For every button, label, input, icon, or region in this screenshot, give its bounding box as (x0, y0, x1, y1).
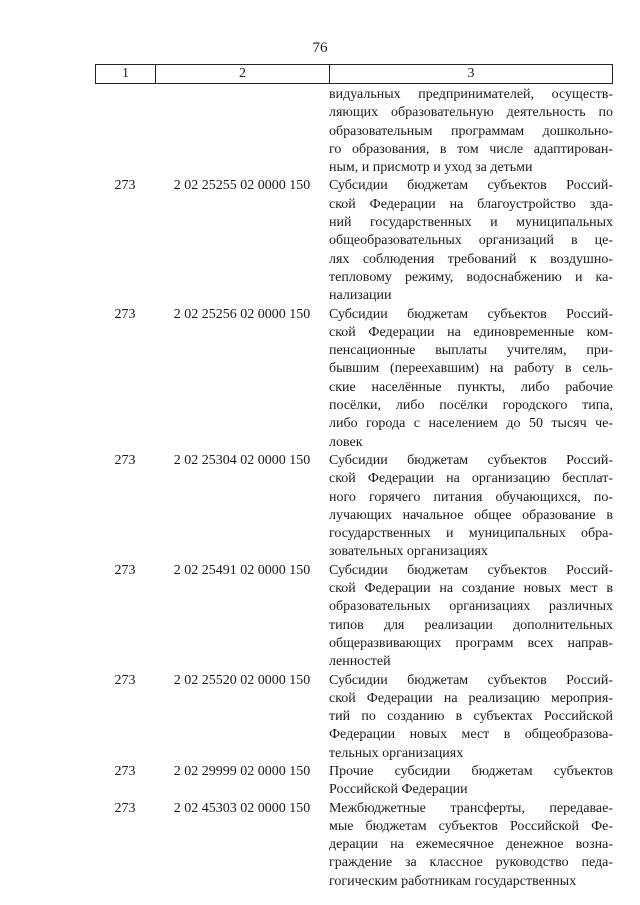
description-line: Прочие субсидии бюджетам субъектов (329, 763, 613, 779)
row-code: 273 (114, 672, 136, 688)
description-line: мые бюджетам субъектов Российской Фе- (329, 818, 613, 834)
description-line: гогическим работникам государственных (329, 873, 577, 889)
table-row (95, 562, 613, 672)
description-line: видуальных предпринимателей, осуществ- (329, 87, 613, 102)
description-line: граждение за классное руководство педа- (329, 855, 613, 871)
table-row (95, 306, 613, 452)
description-line: дерации на ежемесячное денежное возна- (329, 837, 613, 853)
description-line: ляющих образовательную деятельность по (329, 105, 613, 121)
description-line: лях соблюдения требований к воздушно- (329, 251, 613, 267)
description-line: ские населённые пункты, либо рабочие (329, 379, 613, 395)
header-col-3: 3 (467, 66, 475, 81)
row-code: 273 (114, 306, 136, 322)
row-code: 273 (114, 562, 136, 578)
description-line: Субсидии бюджетам субъектов Россий- (329, 452, 613, 468)
table-row (95, 86, 613, 177)
row-description (329, 306, 613, 452)
description-line: посёлки, либо посёлки городского типа, (329, 398, 613, 414)
description-line: нализации (329, 288, 392, 304)
description-line: общеразвивающих программ всех направ- (329, 635, 613, 651)
description-line: бывшим (переехавшим) на работу в сель- (329, 361, 613, 377)
row-description (329, 86, 613, 177)
description-line: тельных организациях (329, 745, 464, 761)
description-line: зовательных организациях (329, 544, 488, 560)
row-code: 273 (114, 800, 136, 816)
description-line: государственных и муниципальных обра- (329, 526, 613, 542)
description-line: ской Федерации на организацию бесплат- (329, 471, 613, 487)
description-line: Межбюджетные трансферты, передавае- (329, 800, 613, 816)
description-line: общеобразовательных организаций в це- (329, 233, 613, 249)
description-line: ской Федерации на единовременные ком- (329, 324, 613, 340)
description-line: Федерации новых мест в общеобразова- (329, 727, 613, 743)
header-col-2: 2 (156, 65, 330, 83)
description-line: ний государственных и муниципальных (329, 215, 613, 231)
row-description (329, 800, 613, 891)
header-col-1: 1 (96, 65, 156, 83)
table-row (95, 672, 613, 763)
description-line: тепловому режиму, водоснабжению и ка- (329, 269, 613, 285)
description-line: ным, и присмотр и уход за детьми (329, 160, 533, 176)
row-description (329, 672, 613, 763)
row-description (329, 763, 613, 800)
description-line: го образования, в том числе адаптирован- (329, 141, 613, 157)
description-line: образовательным программам дошкольно- (329, 123, 613, 139)
description-line: лучающих начальное общее образование в (329, 507, 613, 523)
table-header (95, 64, 613, 84)
row-description (329, 177, 613, 305)
description-line: образовательных организациях различных (329, 599, 613, 615)
description-line: Российской Федерации (329, 782, 468, 798)
row-kbk: 2 02 25304 02 0000 150 (173, 452, 311, 468)
description-line: ской Федерации на создание новых мест в (329, 581, 613, 597)
row-kbk: 2 02 29999 02 0000 150 (173, 763, 311, 779)
row-kbk: 2 02 25491 02 0000 150 (173, 562, 311, 578)
row-kbk: 2 02 45303 02 0000 150 (173, 800, 311, 816)
description-line: Субсидии бюджетам субъектов Россий- (329, 306, 613, 322)
description-line: ленностей (329, 654, 391, 670)
row-description (329, 452, 613, 562)
table-row (95, 763, 613, 800)
description-line: Субсидии бюджетам субъектов Россий- (329, 562, 613, 578)
description-line: ской Федерации на благоустройство зда- (329, 196, 613, 212)
description-line: ловек (329, 434, 363, 450)
row-kbk (155, 86, 329, 177)
description-line: либо города с населением до 50 тысяч че- (329, 416, 613, 432)
table-body (95, 86, 613, 891)
description-line: тий по созданию в субъектах Российской (329, 709, 613, 725)
row-kbk: 2 02 25256 02 0000 150 (173, 306, 311, 322)
row-code: 273 (114, 452, 136, 468)
row-code: 273 (114, 763, 136, 779)
description-line: пенсационные выплаты учителям, при- (329, 343, 613, 359)
table-row (95, 177, 613, 305)
row-kbk: 2 02 25255 02 0000 150 (173, 178, 311, 194)
row-kbk: 2 02 25520 02 0000 150 (173, 672, 311, 688)
description-line: типов для реализации дополнительных (329, 617, 613, 633)
description-line: Субсидии бюджетам субъектов Россий- (329, 178, 613, 194)
description-line: Субсидии бюджетам субъектов Россий- (329, 672, 613, 688)
page-number: 76 (312, 40, 328, 56)
row-code: 273 (114, 178, 136, 194)
table-row (95, 800, 613, 891)
row-description (329, 562, 613, 672)
table-row (95, 452, 613, 562)
description-line: ного горячего питания обучающихся, по- (329, 489, 613, 505)
row-code (95, 86, 155, 177)
description-line: ской Федерации на реализацию мероприя- (329, 690, 613, 706)
